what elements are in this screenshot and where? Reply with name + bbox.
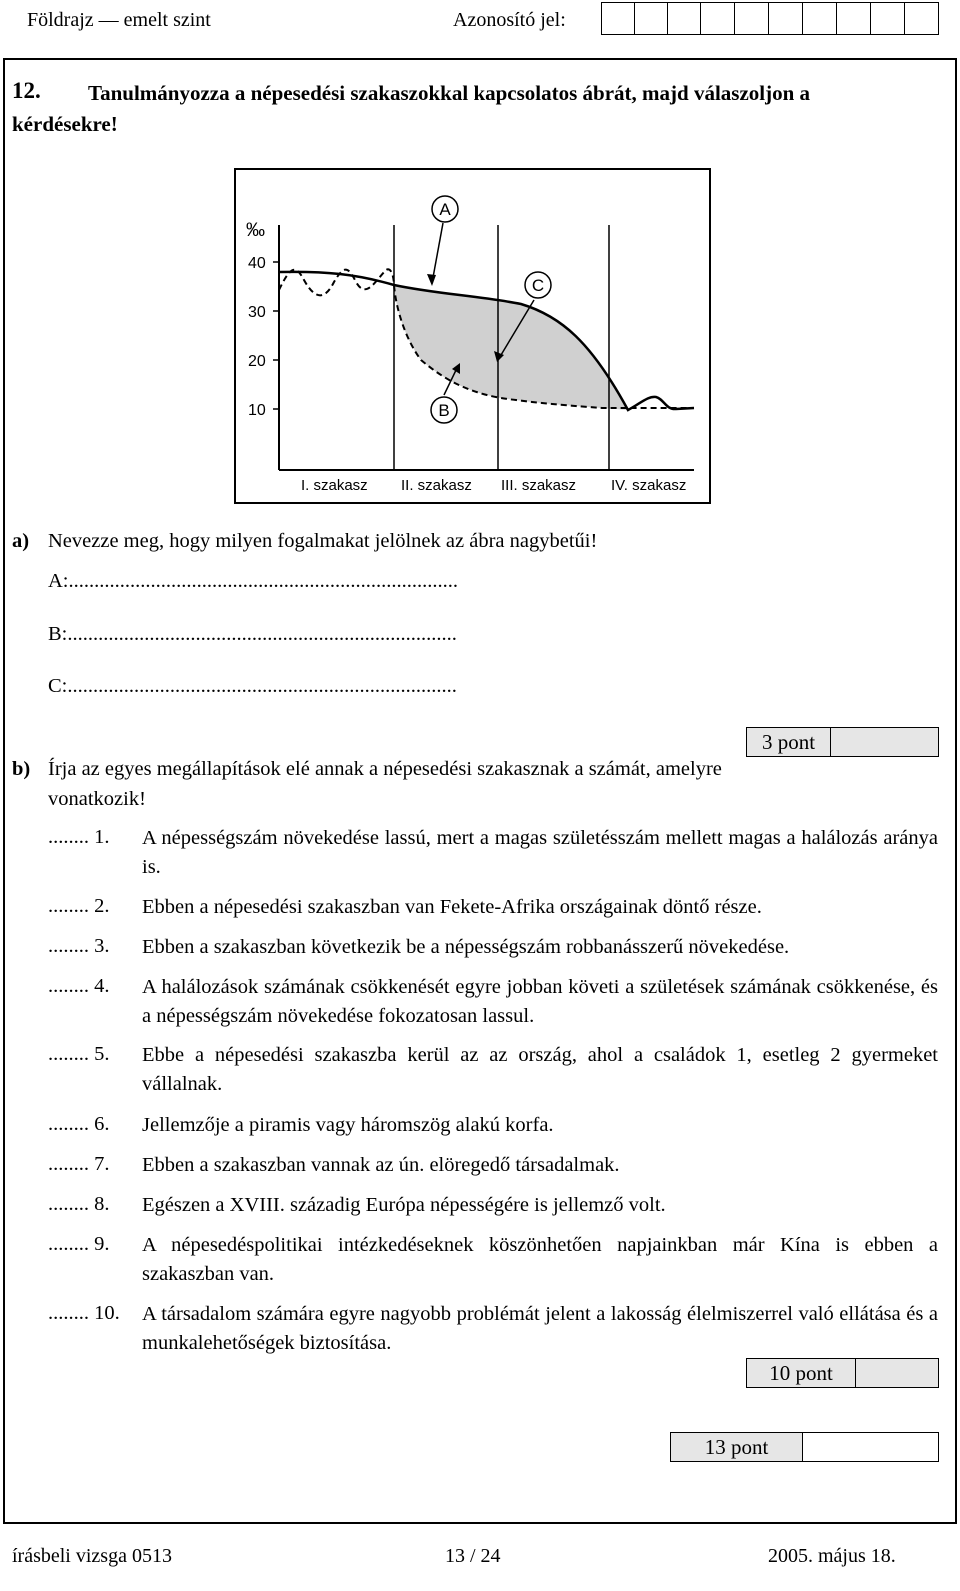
item-text: Ebbe a népesedési szakaszba kerül az az ország, ahol a családok 1, esetleg 2 gyermeket vállalnak.: [142, 1044, 938, 1095]
part-a-question: Nevezze meg, hogy milyen fogalmakat jelölnek az ábra nagybetűi!: [48, 530, 598, 552]
task-instruction-line2: kérdésekre!: [12, 112, 118, 136]
stage-label: III. szakasz: [501, 477, 577, 494]
demographic-transition-chart: [236, 170, 709, 502]
id-box[interactable]: [836, 2, 871, 35]
task-number: 12.: [12, 78, 41, 103]
item-number[interactable]: ........ 9.: [48, 1233, 110, 1255]
item-number[interactable]: ........ 1.: [48, 826, 110, 848]
answer-a[interactable]: [48, 570, 458, 593]
task-instruction-line1: Tanulmányozza a népesedési szakaszokkal kapcsolatos ábrát, majd válaszoljon a: [88, 81, 811, 105]
id-box[interactable]: [802, 2, 837, 35]
id-box[interactable]: [904, 2, 939, 35]
stage-label: IV. szakasz: [611, 477, 687, 494]
answer-c[interactable]: [48, 675, 457, 698]
id-box[interactable]: [601, 2, 635, 35]
header-subject: Földrajz — emelt szint: [27, 9, 211, 31]
part-b-question-line2: vonatkozik!: [48, 788, 146, 810]
id-box[interactable]: [870, 2, 905, 35]
item-text: A népességszám növekedése lassú, mert a magas születésszám mellett magas a halálozás aránya is.: [142, 827, 938, 878]
item-text: Egészen a XVIII. századig Európa népességére is jellemző volt.: [142, 1194, 666, 1216]
answer-key: A:: [48, 570, 69, 592]
points-score-field[interactable]: [856, 1359, 938, 1387]
points-label: 3 pont: [747, 728, 831, 756]
id-box[interactable]: [700, 2, 735, 35]
footer-exam: írásbeli vizsga 0513: [12, 1545, 172, 1567]
answer-dots: ............................................................................: [67, 623, 457, 645]
y-tick-label: 20: [248, 353, 266, 370]
answer-b[interactable]: [48, 623, 457, 646]
id-box[interactable]: [734, 2, 769, 35]
answer-dots: ............................................................................: [67, 675, 457, 697]
id-box[interactable]: [667, 2, 701, 35]
answer-key: C:: [48, 675, 68, 697]
points-box-total: [670, 1432, 939, 1462]
item-text: A társadalom számára egyre nagyobb problémát jelent a lakosság élelmiszerrel való ellátása és a munkalehetőségek biztosítása.: [142, 1303, 938, 1354]
stage-label: II. szakasz: [401, 477, 472, 494]
footer-page: 13 / 24: [445, 1545, 501, 1567]
y-tick-label: 40: [248, 255, 266, 272]
answer-key: B:: [48, 623, 68, 645]
marker-a: A: [439, 200, 451, 219]
item-text: A népesedéspolitikai intézkedéseknek köszönhetően napjainkban már Kína is ebben a szakaszban van.: [142, 1234, 938, 1285]
y-tick-label: 10: [248, 402, 266, 419]
points-label: 13 pont: [671, 1433, 803, 1461]
item-number[interactable]: ........ 6.: [48, 1113, 110, 1135]
item-text: Ebben a szakaszban vannak az ún. elöregedő társadalmak.: [142, 1154, 620, 1176]
arrowhead: [427, 274, 436, 286]
footer-date: 2005. május 18.: [768, 1545, 896, 1567]
y-tick-label: 30: [248, 304, 266, 321]
part-b-label: b): [12, 758, 31, 780]
id-box[interactable]: [768, 2, 803, 35]
item-text: Jellemzője a piramis vagy háromszög alakú korfa.: [142, 1114, 554, 1136]
points-label: 10 pont: [747, 1359, 856, 1387]
population-stages-figure: [234, 168, 711, 504]
part-b-question-line1: Írja az egyes megállapítások elé annak a népesedési szakasznak a számát, amelyre: [48, 758, 722, 780]
marker-b: B: [438, 401, 450, 420]
marker-c: C: [531, 276, 545, 295]
item-number[interactable]: ........ 7.: [48, 1153, 110, 1175]
item-text: A halálozások számának csökkenését egyre jobban követi a születések számának csökkenése, és a népességszám növekedése fokozatosan lassul.: [142, 976, 938, 1027]
item-text: Ebben a szakaszban következik be a népességszám robbanásszerű növekedése.: [142, 936, 790, 958]
part-a-label: a): [12, 530, 30, 552]
arrow-a: [432, 223, 443, 283]
item-number[interactable]: ........ 4.: [48, 975, 110, 997]
points-score-field[interactable]: [803, 1433, 938, 1461]
item-number[interactable]: ........ 8.: [48, 1193, 110, 1215]
stage-label: I. szakasz: [301, 477, 368, 494]
header-id-label: Azonosító jel:: [453, 9, 566, 31]
answer-dots: ............................................................................: [68, 570, 458, 592]
natural-increase-area: [394, 285, 628, 410]
item-number[interactable]: ........ 3.: [48, 935, 110, 957]
points-score-field[interactable]: [831, 728, 938, 756]
item-number[interactable]: ........ 5.: [48, 1043, 110, 1065]
item-number[interactable]: ........ 2.: [48, 895, 110, 917]
item-text: Ebben a népesedési szakaszban van Fekete-Afrika országainak döntő része.: [142, 896, 762, 918]
item-number[interactable]: ........ 10.: [48, 1302, 120, 1324]
y-unit-label: ‰: [246, 220, 265, 241]
id-box[interactable]: [634, 2, 668, 35]
points-box-a: [746, 727, 939, 757]
points-box-b: [746, 1358, 939, 1388]
